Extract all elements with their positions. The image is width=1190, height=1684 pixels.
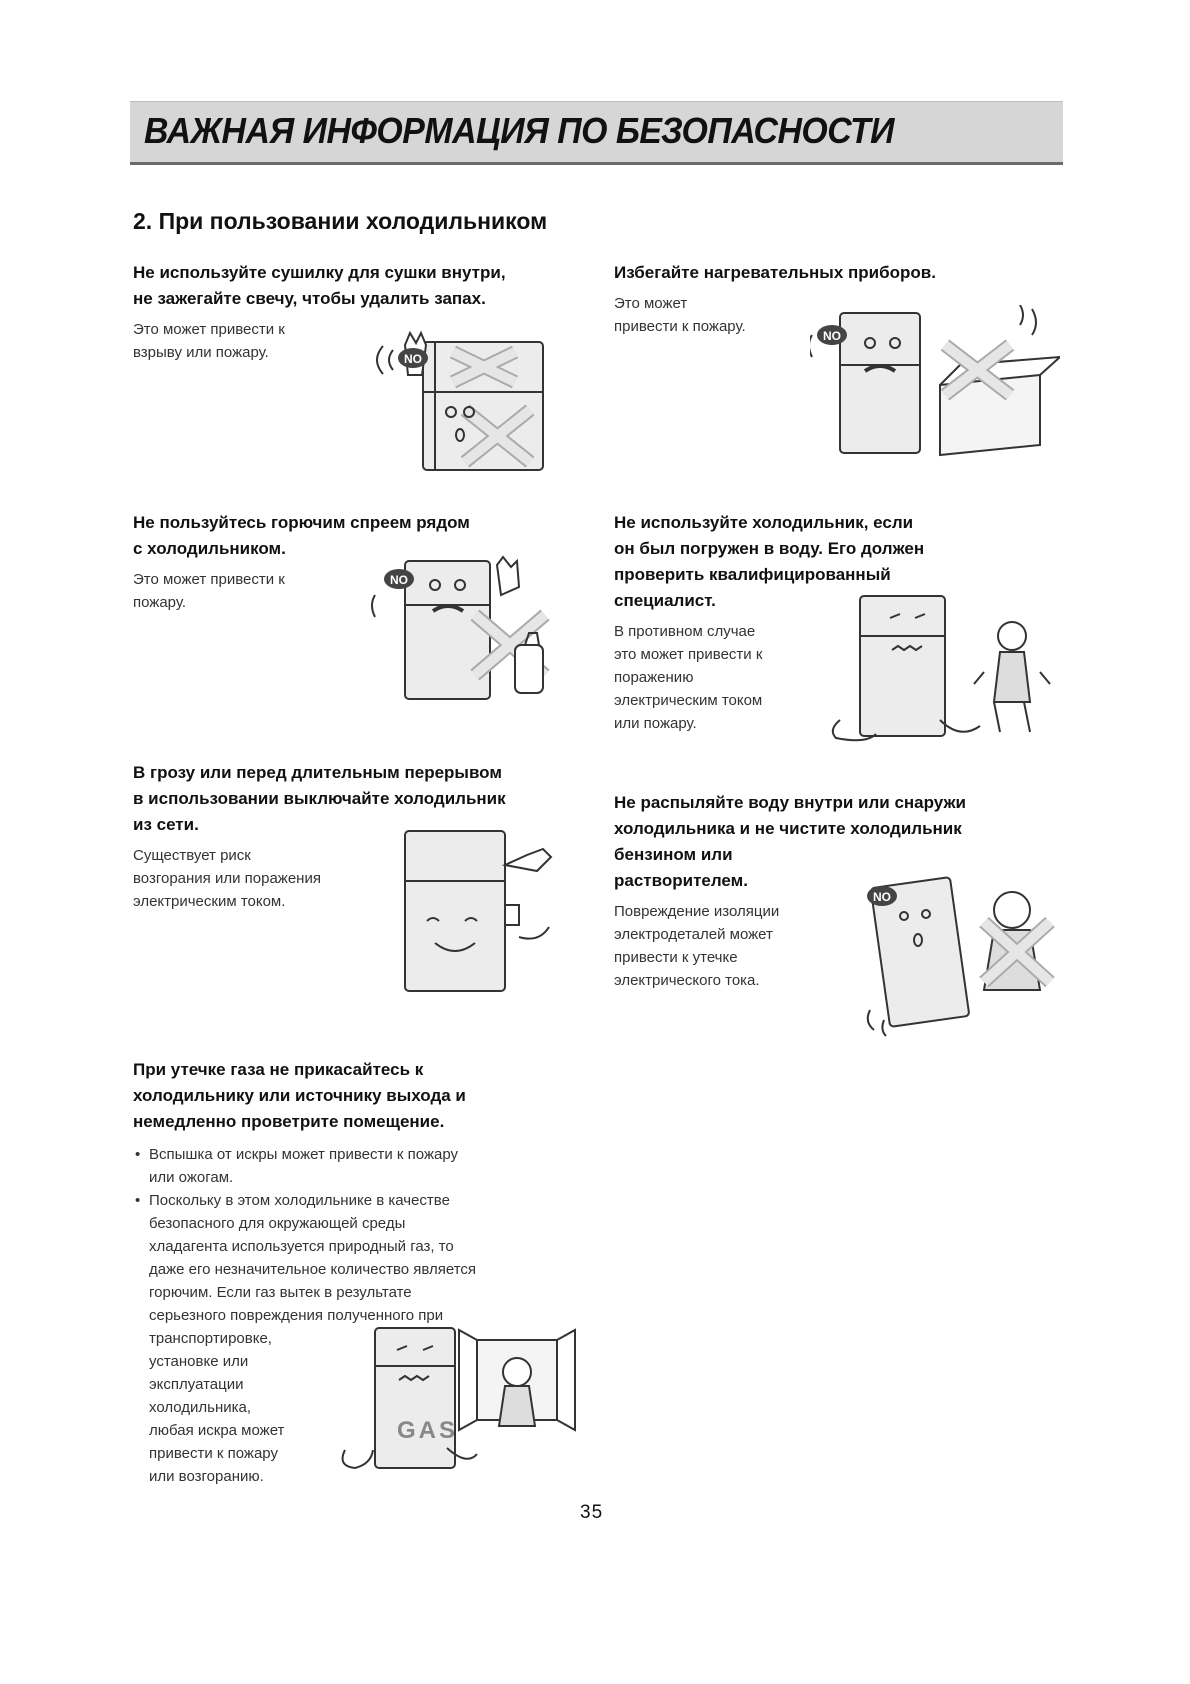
heading-line: из сети. <box>133 815 199 834</box>
no-sign-label: NO <box>823 329 841 343</box>
text-line: или возгоранию. <box>149 1468 264 1485</box>
text-line: привести к пожару <box>149 1445 278 1462</box>
text-line: холодильника, <box>149 1399 252 1416</box>
text-line: транспортировке, <box>149 1330 272 1347</box>
heading-line: Не распыляйте воду внутри или снаружи <box>614 793 966 812</box>
text-line: Это может привести к <box>133 571 285 588</box>
text-line: Это может привести к <box>133 321 285 338</box>
text-line: Поскольку в этом холодильнике в качестве <box>149 1192 450 1209</box>
heading-line: Не пользуйтесь горючим спреем рядом <box>133 513 470 532</box>
text-line: возгорания или поражения <box>133 870 321 887</box>
header-banner <box>130 101 1063 165</box>
heading-line: немедленно проветрите помещение. <box>133 1112 445 1131</box>
text-line: или ожогам. <box>149 1169 234 1186</box>
fridge-gas-leak-illustration <box>335 1320 580 1480</box>
text-line: электрического тока. <box>614 972 760 989</box>
text-line: любая искра может <box>149 1422 285 1439</box>
item-heading <box>133 260 593 312</box>
heading-line: Не используйте сушилку для сушки внутри, <box>133 263 506 282</box>
text-line: пожару. <box>133 594 187 611</box>
text-line: привести к пожару. <box>614 318 746 335</box>
heading-line: не зажегайте свечу, чтобы удалить запах. <box>133 289 486 308</box>
page-title: ВАЖНАЯ ИНФОРМАЦИЯ ПО БЕЗОПАСНОСТИ <box>144 110 895 151</box>
text-line: эксплуатации <box>149 1376 244 1393</box>
text-line: безопасного для окружающей среды <box>149 1215 406 1232</box>
gas-label: GAS <box>397 1417 459 1444</box>
text-line: привести к утечке <box>614 949 738 966</box>
heading-line: специалист. <box>614 591 716 610</box>
text-line: взрыву или пожару. <box>133 344 269 361</box>
text-line: электрическим током. <box>133 893 286 910</box>
text-line: Повреждение изоляции <box>614 903 780 920</box>
no-sign-label: NO <box>404 352 422 366</box>
text-line: поражению <box>614 669 694 686</box>
text-line: Вспышка от искры может привести к пожару <box>149 1146 459 1163</box>
fridge-water-illustration <box>860 860 1060 1040</box>
text-line: это может привести к <box>614 646 763 663</box>
heading-line: растворителем. <box>614 871 748 890</box>
fridge-flooded-illustration <box>820 590 1055 750</box>
text-line: Это может <box>614 295 688 312</box>
text-line: электродеталей может <box>614 926 773 943</box>
text-line: установке или <box>149 1353 249 1370</box>
heading-line: с холодильником. <box>133 539 286 558</box>
heading-line: холодильника и не чистите холодильник <box>614 819 962 838</box>
fridge-unplug-illustration <box>385 825 565 995</box>
no-sign-label: NO <box>873 890 891 904</box>
item-heading <box>133 1057 593 1135</box>
no-sign-label: NO <box>390 573 408 587</box>
text-line: серьезного повреждения полученного при <box>149 1307 444 1324</box>
text-line: хладагента используется природный газ, то <box>149 1238 454 1255</box>
bullet-item <box>133 1143 593 1189</box>
heading-line: он был погружен в воду. Его должен <box>614 539 925 558</box>
heading-line: в использовании выключайте холодильник <box>133 789 506 808</box>
text-line: или пожару. <box>614 715 697 732</box>
heading-line: Не используйте холодильник, если <box>614 513 914 532</box>
fridge-dryer-illustration <box>365 330 565 480</box>
fridge-spray-illustration <box>365 555 570 705</box>
item-heading <box>614 260 1054 286</box>
text-line: Существует риск <box>133 847 251 864</box>
page-number: 35 <box>580 1502 604 1523</box>
text-line: электрическим током <box>614 692 763 709</box>
section-title: 2. При пользовании холодильником <box>133 208 548 234</box>
heading-line: При утечке газа не прикасайтесь к <box>133 1060 424 1079</box>
text-line: даже его незначительное количество является <box>149 1261 477 1278</box>
fridge-heater-illustration <box>810 305 1060 465</box>
heading-line: проверить квалифицированный <box>614 565 891 584</box>
heading-line: холодильнику или источнику выхода и <box>133 1086 466 1105</box>
heading-line: В грозу или перед длительным перерывом <box>133 763 502 782</box>
text-line: горючим. Если газ вытек в результате <box>149 1284 412 1301</box>
text-line: В противном случае <box>614 623 756 640</box>
heading-line: Избегайте нагревательных приборов. <box>614 263 936 282</box>
heading-line: бензином или <box>614 845 733 864</box>
